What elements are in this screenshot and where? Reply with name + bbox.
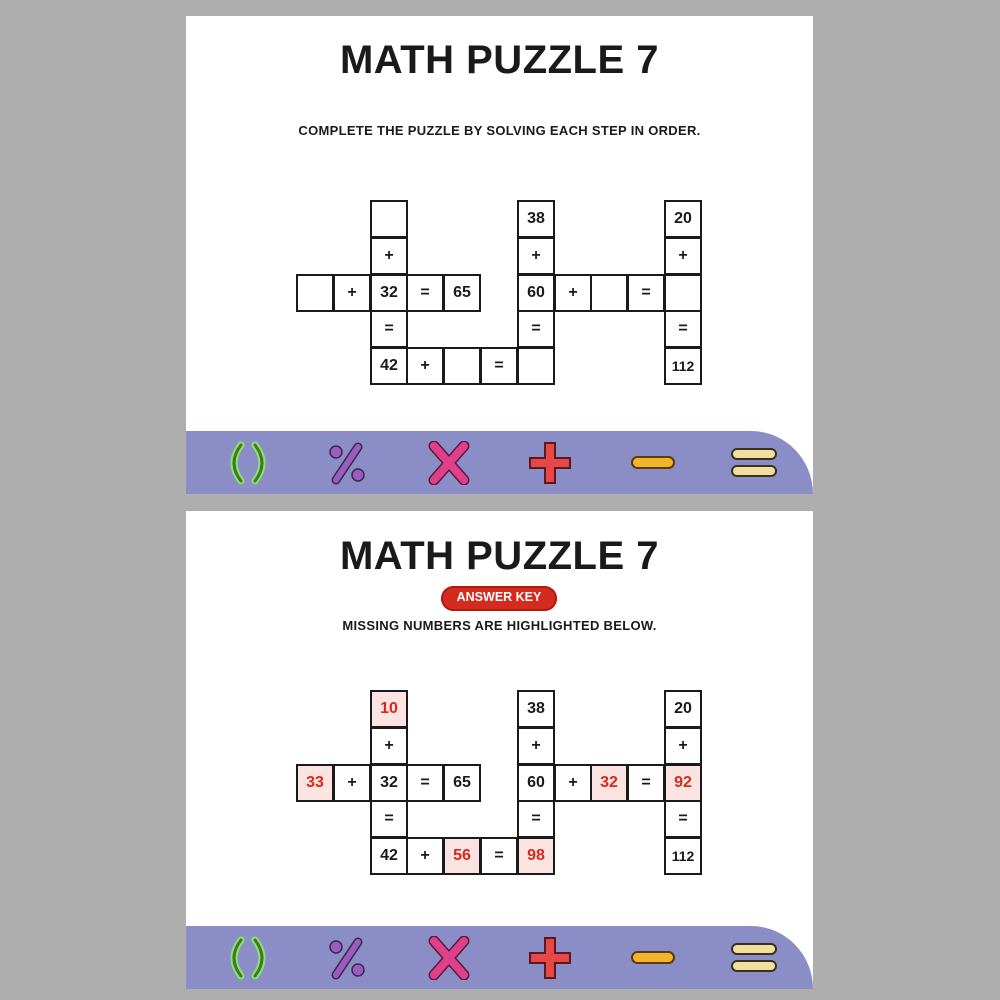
instruction-text: COMPLETE THE PUZZLE BY SOLVING EACH STEP IN ORDER. xyxy=(298,123,701,138)
answer-key-card xyxy=(186,511,813,989)
parentheses-icon xyxy=(223,441,273,485)
number-cell: 32 xyxy=(370,764,408,802)
parentheses-icon xyxy=(223,936,273,980)
equals-icon xyxy=(729,441,779,485)
blank-cell[interactable] xyxy=(443,347,481,385)
operator-cell: + xyxy=(517,237,555,275)
multiply-icon xyxy=(424,936,474,980)
number-cell: 65 xyxy=(443,764,481,802)
number-cell: 20 xyxy=(664,200,702,238)
number-cell: 60 xyxy=(517,274,555,312)
operator-cell: + xyxy=(664,237,702,275)
equals-icon xyxy=(729,936,779,980)
answer-cell: 56 xyxy=(443,837,481,875)
minus-icon xyxy=(628,936,678,980)
puzzle-grid xyxy=(186,16,813,494)
blank-cell[interactable] xyxy=(590,274,628,312)
puzzle-card xyxy=(186,16,813,494)
number-cell: 112 xyxy=(664,837,702,875)
answer-cell: 92 xyxy=(664,764,702,802)
blank-cell[interactable] xyxy=(517,347,555,385)
number-cell: 42 xyxy=(370,347,408,385)
blank-cell[interactable] xyxy=(296,274,334,312)
operator-cell: + xyxy=(406,837,444,875)
number-cell: 112 xyxy=(664,347,702,385)
operator-cell: = xyxy=(627,764,665,802)
minus-icon xyxy=(628,441,678,485)
operator-cell: + xyxy=(406,347,444,385)
operator-cell: + xyxy=(554,764,592,802)
operator-cell: = xyxy=(480,837,518,875)
operator-cell: + xyxy=(554,274,592,312)
multiply-icon xyxy=(424,441,474,485)
operator-cell: + xyxy=(664,727,702,765)
number-cell: 65 xyxy=(443,274,481,312)
footer-band xyxy=(186,431,813,494)
operator-cell: + xyxy=(333,764,371,802)
answer-cell: 10 xyxy=(370,690,408,728)
percent-icon xyxy=(322,441,372,485)
footer-band xyxy=(186,926,813,989)
operator-cell: = xyxy=(370,800,408,838)
percent-icon xyxy=(322,936,372,980)
page-title: MATH PUZZLE 7 xyxy=(339,534,660,578)
operator-cell: = xyxy=(664,310,702,348)
answer-cell: 33 xyxy=(296,764,334,802)
blank-cell[interactable] xyxy=(664,274,702,312)
number-cell: 38 xyxy=(517,200,555,238)
answer-cell: 98 xyxy=(517,837,555,875)
operator-cell: = xyxy=(370,310,408,348)
operator-cell: + xyxy=(517,727,555,765)
answer-cell: 32 xyxy=(590,764,628,802)
answer-grid xyxy=(186,511,813,989)
operator-cell: = xyxy=(664,800,702,838)
operator-cell: + xyxy=(370,237,408,275)
plus-icon xyxy=(525,441,575,485)
page-title: MATH PUZZLE 7 xyxy=(339,38,660,82)
operator-cell: + xyxy=(333,274,371,312)
operator-cell: = xyxy=(406,274,444,312)
instruction-text: MISSING NUMBERS ARE HIGHLIGHTED BELOW. xyxy=(342,618,657,633)
operator-cell: = xyxy=(517,310,555,348)
operator-cell: = xyxy=(517,800,555,838)
operator-cell: = xyxy=(480,347,518,385)
answer-key-badge: ANSWER KEY xyxy=(441,586,557,611)
number-cell: 32 xyxy=(370,274,408,312)
number-cell: 20 xyxy=(664,690,702,728)
number-cell: 60 xyxy=(517,764,555,802)
operator-cell: = xyxy=(627,274,665,312)
operator-cell: + xyxy=(370,727,408,765)
operator-cell: = xyxy=(406,764,444,802)
number-cell: 42 xyxy=(370,837,408,875)
number-cell: 38 xyxy=(517,690,555,728)
plus-icon xyxy=(525,936,575,980)
blank-cell[interactable] xyxy=(370,200,408,238)
